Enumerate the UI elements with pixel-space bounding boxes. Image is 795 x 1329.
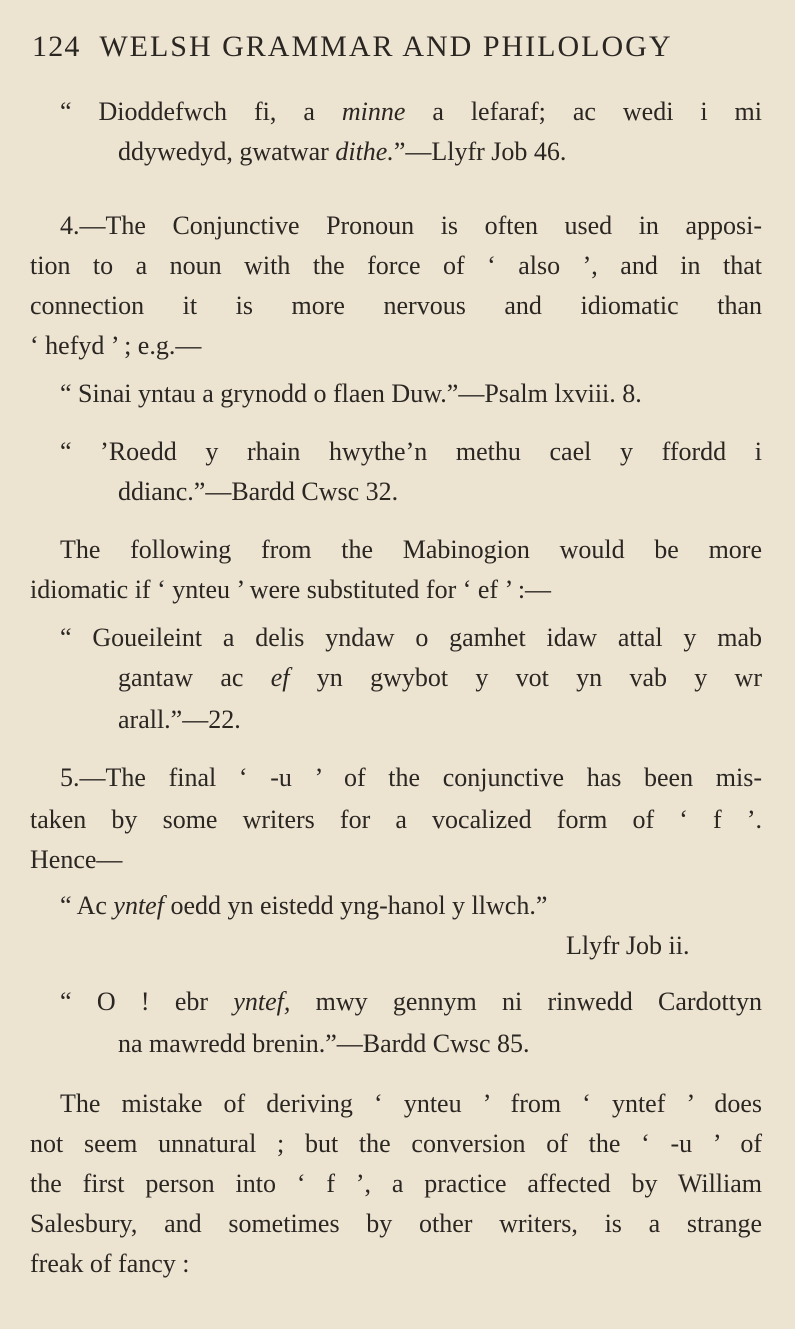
paragraph-line: connection it is more nervous and idiomatic than bbox=[30, 291, 762, 320]
paragraph-line: idiomatic if ‘ ynteu ’ were substituted for ‘ ef ’ :— bbox=[30, 575, 552, 604]
quote-line: gantaw ac ef yn gwybot y vot yn vab y wr bbox=[118, 663, 762, 692]
paragraph-line: taken by some writers for a vocalized form of ‘ f ’. bbox=[30, 805, 762, 834]
quote-line: “ Dioddefwch fi, a minne a lefaraf; ac wedi i mi bbox=[60, 97, 763, 126]
paragraph-line: 4.—The Conjunctive Pronoun is often used in apposi- bbox=[60, 211, 762, 240]
paragraph-line: Salesbury, and sometimes by other writers, is a strange bbox=[30, 1209, 762, 1238]
page-title: WELSH GRAMMAR AND PHILOLOGY bbox=[99, 30, 673, 63]
paragraph-line: ‘ hefyd ’ ; e.g.— bbox=[30, 331, 202, 360]
paragraph-line: tion to a noun with the force of ‘ also ’, and in that bbox=[30, 251, 762, 280]
paragraph-line: 5.—The final ‘ -u ’ of the conjunctive has been mis- bbox=[60, 763, 762, 792]
quote-line: “ Goueileint a delis yndaw o gamhet idaw attal y mab bbox=[60, 623, 762, 652]
paragraph-line: The following from the Mabinogion would be more bbox=[60, 535, 762, 564]
paragraph-line: freak of fancy : bbox=[30, 1249, 190, 1278]
quote-line: arall.”—22. bbox=[118, 705, 241, 734]
quote-line: ddywedyd, gwatwar dithe.”—Llyfr Job 46. bbox=[118, 137, 567, 166]
quote-line: “ Ac yntef oedd yn eistedd yng-hanol y llwch.” bbox=[60, 891, 548, 920]
quote-line: “ O ! ebr yntef, mwy gennym ni rinwedd Cardottyn bbox=[60, 987, 762, 1016]
running-header bbox=[32, 30, 672, 64]
paragraph-line: the first person into ‘ f ’, a practice affected by William bbox=[30, 1169, 762, 1198]
paragraph-line: Hence— bbox=[30, 845, 123, 874]
page-number: 124 bbox=[32, 30, 81, 63]
paragraph-line: The mistake of deriving ‘ ynteu ’ from ‘ yntef ’ does bbox=[60, 1089, 762, 1118]
quote-line: na mawredd brenin.”—Bardd Cwsc 85. bbox=[118, 1029, 530, 1058]
quote-line: “ ’Roedd y rhain hwythe’n methu cael y ffordd i bbox=[60, 437, 762, 466]
quote-source: Llyfr Job ii. bbox=[566, 931, 690, 960]
quote-line: ddianc.”—Bardd Cwsc 32. bbox=[118, 477, 399, 506]
paragraph-line: not seem unnatural ; but the conversion of the ‘ -u ’ of bbox=[30, 1129, 762, 1158]
quote-line: “ Sinai yntau a grynodd o flaen Duw.”—Psalm lxviii. 8. bbox=[60, 379, 642, 408]
